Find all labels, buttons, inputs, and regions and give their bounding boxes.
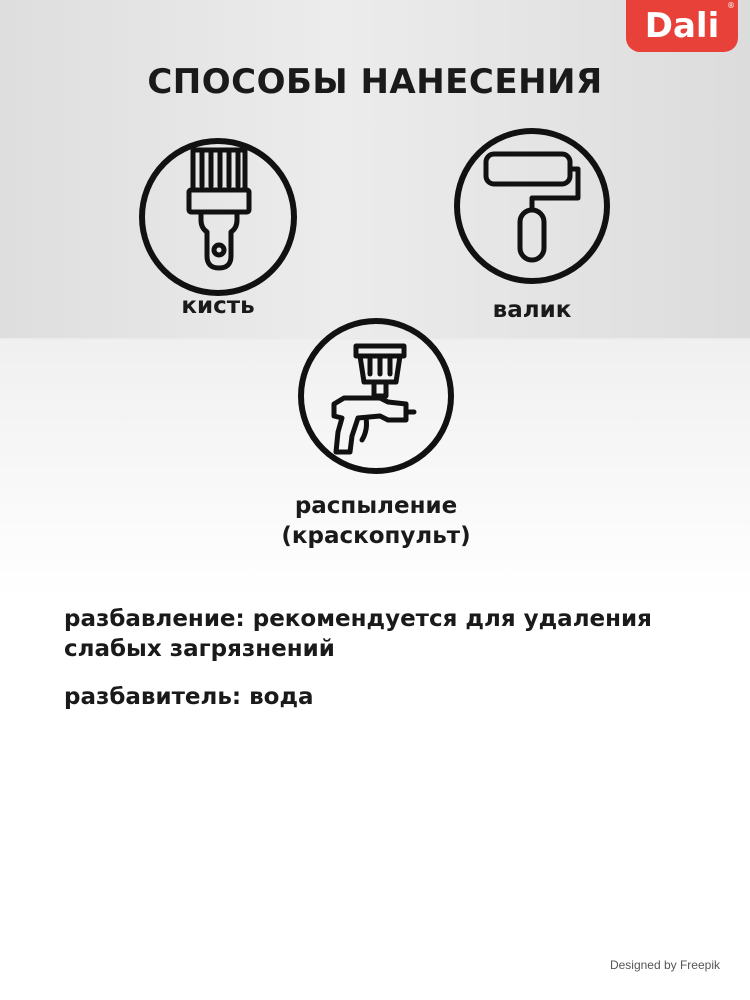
logo-text: Dali — [644, 6, 720, 46]
method-label-brush: кисть — [181, 293, 255, 319]
dali-logo — [626, 0, 738, 52]
image-credit: Designed by Freepik — [609, 958, 720, 972]
spray-gun-icon — [296, 316, 456, 476]
thinner-note: разбавитель: вода — [64, 684, 314, 710]
page-title: СПОСОБЫ НАНЕСЕНИЯ — [147, 62, 603, 102]
method-label-spray-line2: (краскопульт) — [281, 523, 471, 549]
paint-brush-icon — [137, 136, 299, 298]
dilution-note — [64, 604, 652, 664]
method-label-roller: валик — [492, 297, 572, 323]
method-label-spray — [225, 491, 527, 551]
dilution-note-line1: разбавление: рекомендуется для удаления — [64, 606, 652, 632]
paint-roller-icon — [452, 126, 612, 286]
dilution-note-line2: слабых загрязнений — [64, 636, 335, 662]
registered-mark: ® — [727, 1, 735, 10]
method-label-spray-line1: распыление — [294, 493, 458, 519]
